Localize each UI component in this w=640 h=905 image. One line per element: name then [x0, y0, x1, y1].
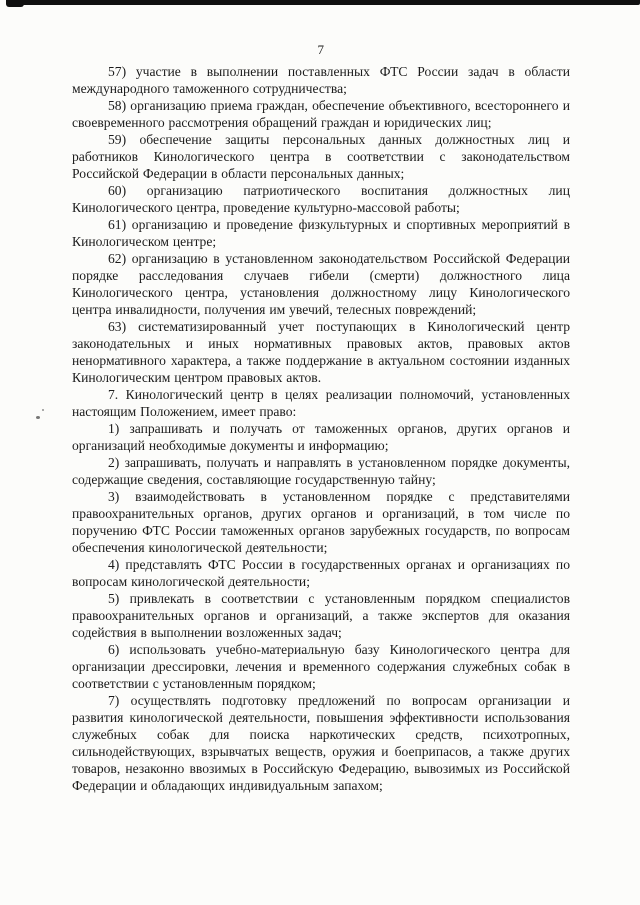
- page-number: 7: [317, 42, 325, 57]
- paragraph-61: 61) организацию и проведение физкультурных и спортивных мероприятий в Кинологическом центре;: [72, 217, 570, 249]
- subparagraph-3: 3) взаимодействовать в установленном порядке с представителями правоохранительных органов, других органов и организаций, в том числе по поручению ФТС России таможенных органов зарубежных государств, по вопросам обеспечения кинологической деятельности;: [72, 489, 570, 555]
- paragraph-7-heading: 7. Кинологический центр в целях реализации полномочий, установленных настоящим Положением, имеет право:: [72, 387, 570, 419]
- scan-speckle: [36, 416, 40, 419]
- subparagraph-6: 6) использовать учебно-материальную базу Кинологического центра для организации дрессировки, лечения и временного содержания служебных собак в соответствии с установленным порядком;: [72, 642, 570, 691]
- document-body: [72, 63, 570, 794]
- subparagraph-7: 7) осуществлять подготовку предложений по вопросам организации и развития кинологической деятельности, повышения эффективности использования служебных собак для поиска наркотических средств, психотропных, сильнодействующих, взрывчатых веществ, оружия и боеприпасов, а также других товаров, незаконно ввозимых в Российскую Федерацию, вывозимых из Российской Федерации и обладающих индивидуальным запахом;: [72, 693, 570, 793]
- paragraph-57: 57) участие в выполнении поставленных ФТС России задач в области международного таможенного сотрудничества;: [72, 64, 570, 96]
- subparagraph-5: 5) привлекать в соответствии с установленным порядком специалистов правоохранительных органов и организаций, а также экспертов для оказания содействия в выполнении возложенных задач;: [72, 591, 570, 640]
- scan-artifact-top: [10, 0, 640, 5]
- subparagraph-4: 4) представлять ФТС России в государственных органах и организациях по вопросам кинологической деятельности;: [72, 557, 570, 589]
- paragraph-60: 60) организацию патриотического воспитания должностных лиц Кинологического центра, проведение культурно-массовой работы;: [72, 183, 570, 215]
- paragraph-62: 62) организацию в установленном законодательством Российской Федерации порядке расследования случаев гибели (смерти) должностного лица Кинологического центра, установления должностному лицу Кинологического центра инвалидности, получения им увечий, телесных повреждений;: [72, 251, 570, 317]
- subparagraph-2: 2) запрашивать, получать и направлять в установленном порядке документы, содержащие сведения, составляющие государственную тайну;: [72, 455, 570, 487]
- paragraph-59: 59) обеспечение защиты персональных данных должностных лиц и работников Кинологического центра в соответствии с законодательством Российской Федерации в области персональных данных;: [72, 132, 570, 181]
- paragraph-58: 58) организацию приема граждан, обеспечение объективного, всестороннего и своевременного рассмотрения обращений граждан и юридических лиц;: [72, 98, 570, 130]
- subparagraph-1: 1) запрашивать и получать от таможенных органов, других органов и организаций необходимые документы и информацию;: [72, 421, 570, 453]
- paragraph-63: 63) систематизированный учет поступающих в Кинологический центр законодательных и иных нормативных правовых актов, правовых актов ненормативного характера, а также поддержание в актуальном состоянии изданных Кинологическим центром правовых актов.: [72, 319, 570, 385]
